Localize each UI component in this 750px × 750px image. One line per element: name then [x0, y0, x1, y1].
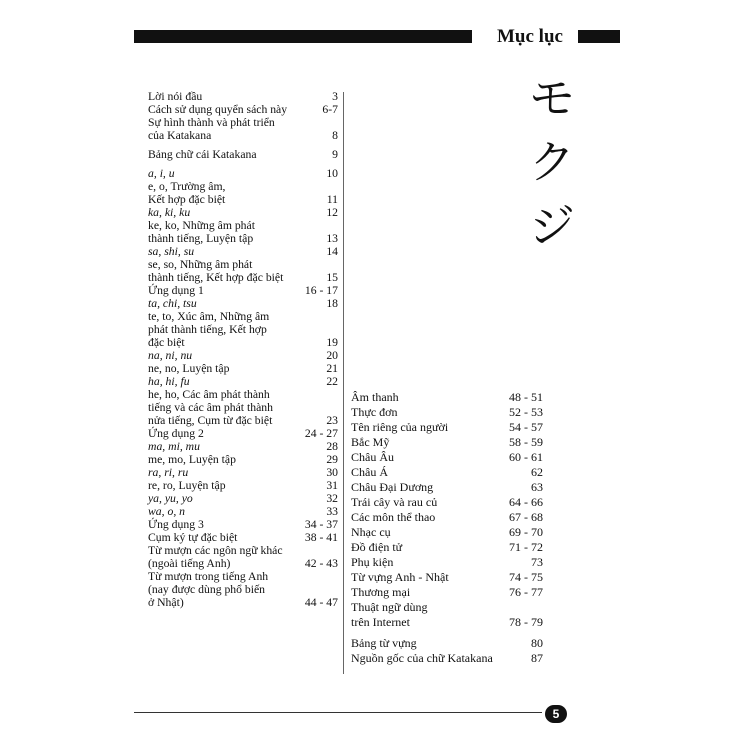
toc-entry-title: trên Internet	[351, 615, 410, 629]
toc-entry-title: ne, no, Luyện tập	[148, 362, 230, 375]
toc-entry	[351, 420, 543, 435]
toc-entry	[148, 180, 338, 206]
toc-entry-title: Thương mại	[351, 585, 411, 599]
toc-entry-page: 64 - 66	[509, 495, 543, 509]
toc-entry	[351, 450, 543, 465]
toc-entry-title: thành tiếng, Kết hợp đặc biệt	[148, 271, 284, 284]
toc-entry	[148, 116, 338, 142]
toc-entry	[351, 540, 543, 555]
toc-entry	[148, 103, 338, 116]
toc-entry-page: 21	[326, 362, 338, 375]
toc-entry-title: na, ni, nu	[148, 349, 193, 362]
toc-entry-title: ta, chi, tsu	[148, 297, 197, 310]
toc-entry-title: ke, ko, Những âm phát	[148, 219, 255, 232]
toc-entry	[148, 518, 338, 531]
header-rule-left	[134, 30, 472, 43]
toc-entry	[351, 570, 543, 585]
toc-entry-page: 19	[326, 336, 338, 349]
toc-entry-title: Từ mượn các ngôn ngữ khác	[148, 544, 283, 557]
toc-entry-title: se, so, Những âm phát	[148, 258, 253, 271]
toc-entry-page: 58 - 59	[509, 435, 543, 449]
toc-entry-page: 34 - 37	[304, 518, 338, 531]
toc-entry-title: Trái cây và rau củ	[351, 495, 438, 509]
toc-entry	[351, 390, 543, 405]
toc-entry-title: ka, ki, ku	[148, 206, 191, 219]
toc-entry-page: 67 - 68	[509, 510, 543, 524]
toc-entry	[351, 480, 543, 495]
toc-entry	[148, 167, 338, 180]
toc-entry-title: Châu Đại Dương	[351, 480, 434, 494]
toc-entry-page: 87	[531, 651, 543, 665]
toc-entry-title: Cách sử dụng quyển sách này	[148, 103, 288, 116]
toc-entry	[148, 505, 338, 518]
toc-entry	[148, 531, 338, 544]
toc-entry-title: ma, mi, mu	[148, 440, 200, 453]
toc-entry-title: ha, hi, fu	[148, 375, 190, 388]
toc-entry-title: Bắc Mỹ	[351, 435, 390, 449]
toc-entry	[148, 90, 338, 103]
toc-entry-title: Châu Á	[351, 465, 388, 479]
toc-entry	[351, 435, 543, 450]
toc-entry-title: (nay được dùng phổ biến	[148, 583, 266, 596]
toc-entry-page: 6-7	[322, 103, 338, 116]
toc-entry-page: 28	[326, 440, 338, 453]
toc-entry-page: 80	[531, 636, 543, 650]
toc-entry-title: nửa tiếng, Cụm từ đặc biệt	[148, 414, 273, 427]
toc-entry-page: 22	[326, 375, 338, 388]
toc-entry-page: 9	[332, 148, 338, 161]
toc-entry	[148, 310, 338, 349]
toc-entry	[148, 492, 338, 505]
toc-entry-title: Bảng chữ cái Katakana	[148, 148, 257, 161]
toc-entry-title: thành tiếng, Luyện tập	[148, 232, 254, 245]
toc-entry-title: đặc biệt	[148, 336, 185, 349]
toc-entry-title: me, mo, Luyện tập	[148, 453, 236, 466]
toc-entry-title: wa, o, n	[148, 505, 186, 518]
toc-entry-page: 74 - 75	[509, 570, 543, 584]
toc-entry-title: Âm thanh	[351, 390, 399, 404]
toc-entry-title: Châu Âu	[351, 450, 394, 464]
toc-entry-title: te, to, Xúc âm, Những âm	[148, 310, 270, 323]
toc-entry	[351, 636, 543, 651]
toc-entry-page: 38 - 41	[304, 531, 338, 544]
katakana-heading	[522, 66, 582, 258]
toc-entry-page: 76 - 77	[509, 585, 543, 599]
toc-entry-page: 10	[326, 167, 338, 180]
katakana-char-ji: ジ	[529, 199, 575, 253]
toc-entry-page: 48 - 51	[509, 390, 543, 404]
toc-entry-page: 23	[326, 414, 338, 427]
toc-entry	[148, 570, 338, 609]
toc-entry	[148, 362, 338, 375]
toc-entry	[148, 388, 338, 427]
header-rule-right	[578, 30, 620, 43]
toc-entry-page: 29	[326, 453, 338, 466]
toc-entry-page: 24 - 27	[304, 427, 338, 440]
toc-entry-page: 8	[332, 129, 338, 142]
toc-entry-title: Ứng dụng 2	[148, 427, 204, 440]
toc-entry-page: 69 - 70	[509, 525, 543, 539]
toc-entry-page: 11	[326, 193, 338, 206]
toc-entry-title: Tên riêng của người	[351, 420, 449, 434]
toc-entry-page: 71 - 72	[509, 540, 543, 554]
toc-entry-page: 15	[326, 271, 338, 284]
toc-entry-title: e, o, Trường âm,	[148, 180, 226, 193]
toc-entry-page: 33	[326, 505, 338, 518]
toc-entry	[148, 258, 338, 284]
toc-entry	[351, 510, 543, 525]
toc-entry-title: Từ vựng Anh - Nhật	[351, 570, 449, 584]
katakana-char-ku: ク	[529, 135, 575, 189]
toc-entry	[148, 297, 338, 310]
toc-entry-title: he, ho, Các âm phát thành	[148, 388, 270, 401]
toc-entry-page: 32	[326, 492, 338, 505]
toc-entry-title: Nhạc cụ	[351, 525, 391, 539]
toc-entry-title: Cụm ký tự đặc biệt	[148, 531, 238, 544]
toc-entry-title: Từ mượn trong tiếng Anh	[148, 570, 269, 583]
toc-entry-title: ở Nhật)	[148, 596, 184, 609]
toc-entry	[148, 453, 338, 466]
toc-entry	[351, 495, 543, 510]
toc-entry-title: ya, yu, yo	[148, 492, 193, 505]
toc-entry-title: Các môn thể thao	[351, 510, 436, 524]
toc-entry	[351, 525, 543, 540]
toc-entry-title: Kết hợp đặc biệt	[148, 193, 226, 206]
toc-entry-page: 20	[326, 349, 338, 362]
toc-entry	[351, 555, 543, 570]
toc-entry-page: 3	[332, 90, 338, 103]
toc-entry	[351, 651, 543, 666]
toc-entry-page: 13	[326, 232, 338, 245]
toc-entry-title: Ứng dụng 1	[148, 284, 204, 297]
toc-entry-title: Nguồn gốc của chữ Katakana	[351, 651, 493, 665]
toc-entry	[148, 206, 338, 219]
toc-entry-page: 30	[326, 466, 338, 479]
toc-entry-page: 60 - 61	[509, 450, 543, 464]
toc-entry	[351, 600, 543, 630]
toc-entry-page: 52 - 53	[509, 405, 543, 419]
toc-entry-title: ra, ri, ru	[148, 466, 189, 479]
toc-entry-title: Sự hình thành và phát triển	[148, 116, 275, 129]
footer-rule	[134, 712, 542, 713]
toc-entry-title: a, i, u	[148, 167, 175, 180]
toc-entry-title: sa, shi, su	[148, 245, 195, 258]
toc-entry-title: tiếng và các âm phát thành	[148, 401, 273, 414]
toc-entry-title: Lời nói đầu	[148, 90, 203, 103]
toc-entry-page: 18	[326, 297, 338, 310]
toc-entry	[148, 375, 338, 388]
toc-entry-page: 54 - 57	[509, 420, 543, 434]
katakana-char-mo: モ	[529, 71, 575, 125]
page-title: Mục lục	[497, 26, 563, 47]
toc-entry-page: 14	[326, 245, 338, 258]
toc-entry-page: 73	[531, 555, 543, 569]
toc-entry-title: re, ro, Luyện tập	[148, 479, 226, 492]
toc-entry	[148, 466, 338, 479]
toc-entry	[351, 465, 543, 480]
toc-entry	[148, 479, 338, 492]
toc-entry-page: 44 - 47	[304, 596, 338, 609]
toc-entry-title: của Katakana	[148, 129, 212, 142]
toc-entry-title: Thực đơn	[351, 405, 398, 419]
toc-entry	[148, 148, 338, 161]
toc-entry	[148, 245, 338, 258]
toc-entry-page: 16 - 17	[304, 284, 338, 297]
toc-entry-title: Đồ điện tử	[351, 540, 403, 554]
toc-entry-page: 62	[531, 465, 543, 479]
toc-entry	[148, 544, 338, 570]
toc-entry-page: 42 - 43	[304, 557, 338, 570]
toc-entry-page: 78 - 79	[509, 615, 543, 629]
toc-left-column	[148, 90, 338, 609]
toc-entry-title: Phụ kiện	[351, 555, 394, 569]
toc-entry-title: (ngoài tiếng Anh)	[148, 557, 231, 570]
toc-entry	[148, 219, 338, 245]
toc-entry	[351, 405, 543, 420]
toc-right-column	[351, 390, 543, 666]
toc-entry-title: Thuật ngữ dùng	[351, 600, 428, 614]
column-divider	[343, 92, 344, 674]
toc-entry	[148, 284, 338, 297]
toc-entry	[148, 440, 338, 453]
toc-entry-title: Ứng dụng 3	[148, 518, 204, 531]
toc-entry	[148, 427, 338, 440]
toc-entry-page: 31	[326, 479, 338, 492]
toc-entry-title: phát thành tiếng, Kết hợp	[148, 323, 267, 336]
page-number-badge: 5	[545, 705, 567, 723]
toc-entry	[148, 349, 338, 362]
toc-entry-page: 63	[531, 480, 543, 494]
toc-entry	[351, 585, 543, 600]
toc-entry-page: 12	[326, 206, 338, 219]
toc-entry-title: Bảng từ vựng	[351, 636, 417, 650]
